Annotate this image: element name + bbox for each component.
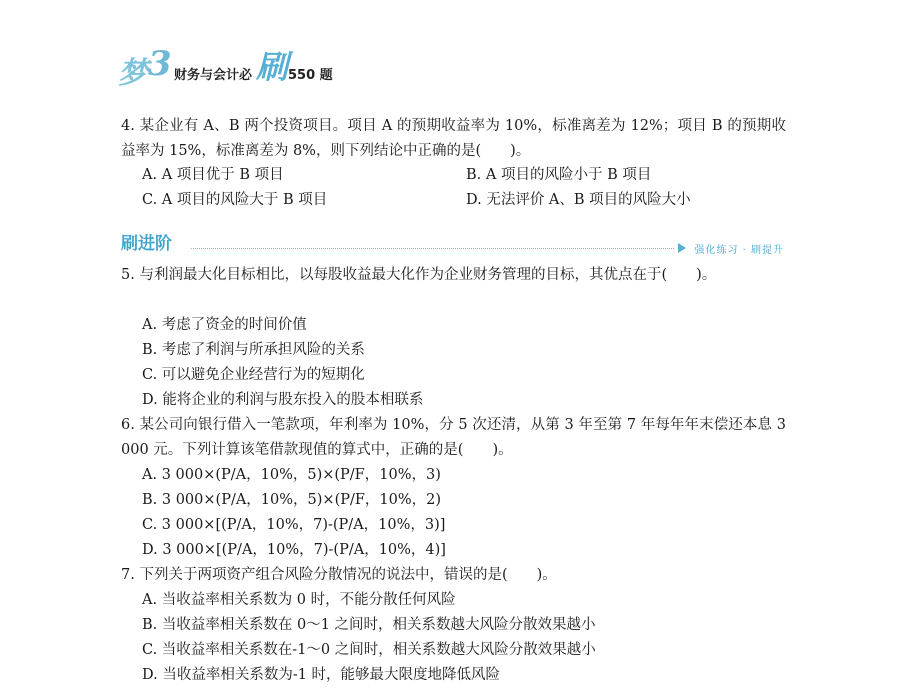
question-stem: 4. 某企业有 A、B 两个投资项目。项目 A 的预期收益率为 10%，标准离差为 12%；项目 B 的预期收益率为 15%，标准离差为 8%，则下列结论中正确的是( )。 <box>121 118 786 159</box>
option-d: D. 3 000×[(P/A，10%，7)-(P/A，10%，4)] <box>142 542 446 558</box>
option-b: B. 当收益率相关系数在 0～1 之间时，相关系数越大风险分散效果越小 <box>142 617 596 633</box>
option-b: B. 考虑了利润与所承担风险的关系 <box>142 342 365 358</box>
option-c: C. 3 000×[(P/A，10%，7)-(P/A，10%，3)] <box>142 517 446 533</box>
option-d: D. 能将企业的利润与股东投入的股本相联系 <box>142 392 424 408</box>
option-c: C. 可以避免企业经营行为的短期化 <box>142 367 365 383</box>
question-7 <box>121 563 786 588</box>
section-divider <box>191 248 674 249</box>
section-title: 刷进阶 <box>121 234 172 254</box>
book-header <box>118 44 418 91</box>
option-a: A. 考虑了资金的时间价值 <box>142 317 307 333</box>
question-stem: 7. 下列关于两项资产组合风险分散情况的说法中，错误的是( )。 <box>121 567 557 583</box>
option-d: D. 当收益率相关系数为-1 时，能够最大限度地降低风险 <box>142 667 501 683</box>
option-a: A. A 项目优于 B 项目 <box>142 167 284 183</box>
section-header <box>119 229 784 255</box>
question-4 <box>121 114 786 164</box>
arrow-right-icon <box>678 243 686 253</box>
option-a: A. 当收益率相关系数为 0 时，不能分散任何风险 <box>142 592 456 608</box>
option-d: D. 无法评价 A、B 项目的风险大小 <box>466 192 691 208</box>
question-6 <box>121 413 786 463</box>
option-a: A. 3 000×(P/A，10%，5)×(P/F，10%，3) <box>142 467 441 483</box>
logo-subtitle: 财务与会计必 <box>174 68 253 83</box>
section-tagline: 强化练习 · 刷提升 <box>694 245 784 256</box>
logo-meng: 梦 <box>118 56 147 91</box>
logo-three: 3 <box>148 44 172 84</box>
question-stem: 6. 某公司向银行借入一笔款项，年利率为 10%，分 5 次还清，从第 3 年至第 7 年每年年末偿还本息 3 000 元。下列计算该笔借款现值的算式中，正确的是( )。 <box>121 417 786 458</box>
question-5 <box>121 263 786 288</box>
logo-shua: 刷 <box>256 48 289 86</box>
option-c: C. A 项目的风险大于 B 项目 <box>142 192 328 208</box>
question-stem: 5. 与利润最大化目标相比，以每股收益最大化作为企业财务管理的目标，其优点在于( )。 <box>121 267 717 283</box>
option-b: B. 3 000×(P/A，10%，5)×(P/F，10%，2) <box>142 492 442 508</box>
logo-count: 550 题 <box>288 68 333 83</box>
option-c: C. 当收益率相关系数在-1～0 之间时，相关系数越大风险分散效果越小 <box>142 642 596 658</box>
option-b: B. A 项目的风险小于 B 项目 <box>466 167 652 183</box>
